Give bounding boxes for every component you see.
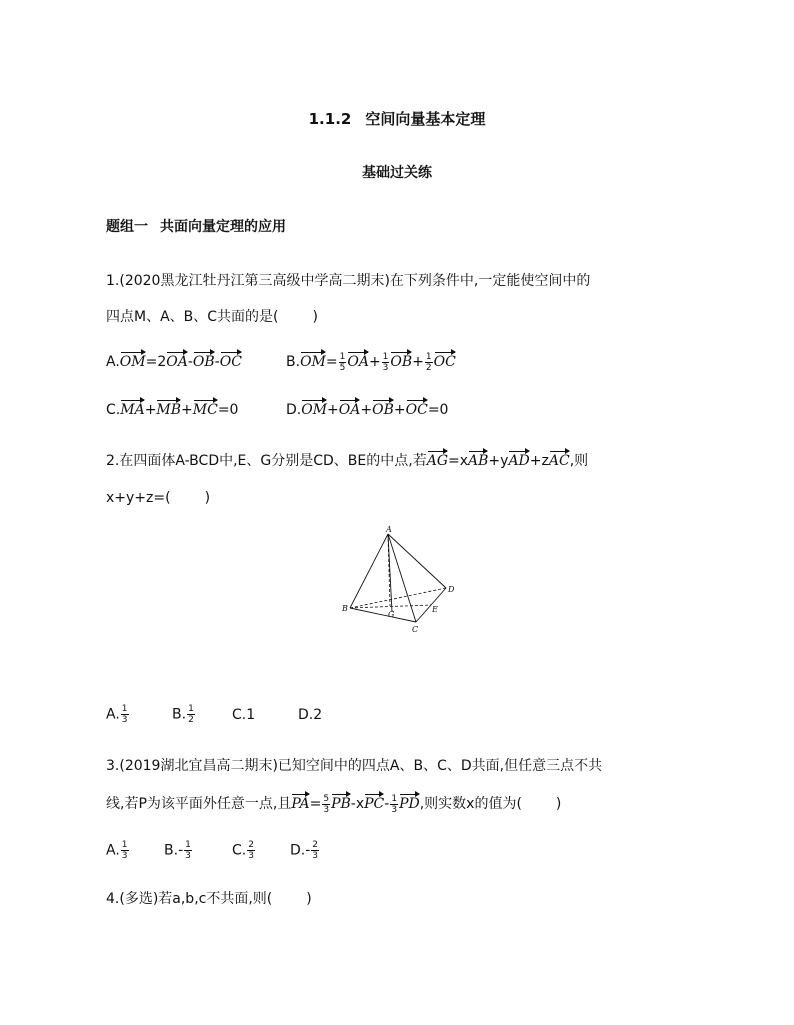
q2-option-a: A. $\frac{1}{3}$	[106, 704, 128, 725]
q3-option-b: B.- $\frac{1}{3}$	[164, 840, 191, 861]
page-title	[0, 108, 794, 129]
q3-option-d: D.- $\frac{2}{3}$	[290, 840, 319, 861]
q3-options	[106, 840, 320, 861]
q2-option-b: B. $\frac{1}{2}$	[172, 704, 194, 725]
vertex-label-a: A	[386, 526, 392, 534]
q3-stem-line1: 3.(2019湖北宜昌高二期末)已知空间中的四点A、B、C、D共面,但任意三点不共	[106, 758, 603, 774]
section-number: 1.1.2	[308, 110, 352, 128]
q1-option-b: B.OM= $\frac{1}{5}$ OA+ $\frac{1}{3}$ OB+ $\frac{1}{2}$ OC	[286, 351, 456, 373]
q1-option-d: D.OM+OA+OB+OC=0	[286, 398, 448, 418]
tetrahedron-figure	[340, 526, 460, 638]
q1-stem-line2: 四点M、A、B、C共面的是( )	[106, 309, 318, 325]
group-title: 题组一	[106, 219, 148, 235]
q3-option-c: C. $\frac{2}{3}$	[232, 840, 254, 861]
section-title: 空间向量基本定理	[365, 110, 486, 128]
q1-stem-line1: 1.(2020黑龙江牡丹江第三高级中学高二期末)在下列条件中,一定能使空间中的	[106, 273, 591, 289]
vertex-label-d: D	[448, 585, 455, 594]
q1-option-c: C.MA+MB+MC=0	[106, 398, 238, 418]
subtitle: 基础过关练	[362, 165, 432, 181]
q2-stem-line2: x+y+z=( )	[106, 490, 211, 506]
vertex-label-c: C	[412, 625, 419, 634]
q3-option-a: A. $\frac{1}{3}$	[106, 840, 128, 861]
vertex-label-b: B	[342, 604, 348, 613]
point-label-e: E	[432, 605, 438, 614]
q2-options	[106, 704, 322, 725]
q4-stem: 4.(多选)若a,b,c不共面,则( )	[106, 891, 312, 907]
q1-option-a: A.OM=2OA-OB-OC	[106, 350, 242, 370]
q3-stem-line2: 线,若P为该平面外任意一点,且PA= $\frac{5}{3}$ PB-xPC- $\frac{1}{3}$ PD,则实数x的值为( )	[106, 793, 562, 815]
group-topic: 共面向量定理的应用	[160, 219, 286, 235]
group-heading	[106, 216, 286, 236]
q2-option-d: D.2	[298, 706, 323, 723]
q2-stem-line1: 2.在四面体A-BCD中,E、G分别是CD、BE的中点,若AG=xAB+yAD+zAC,则	[106, 449, 588, 470]
point-label-g: G	[388, 610, 395, 619]
q2-option-c: C.1	[232, 706, 256, 723]
